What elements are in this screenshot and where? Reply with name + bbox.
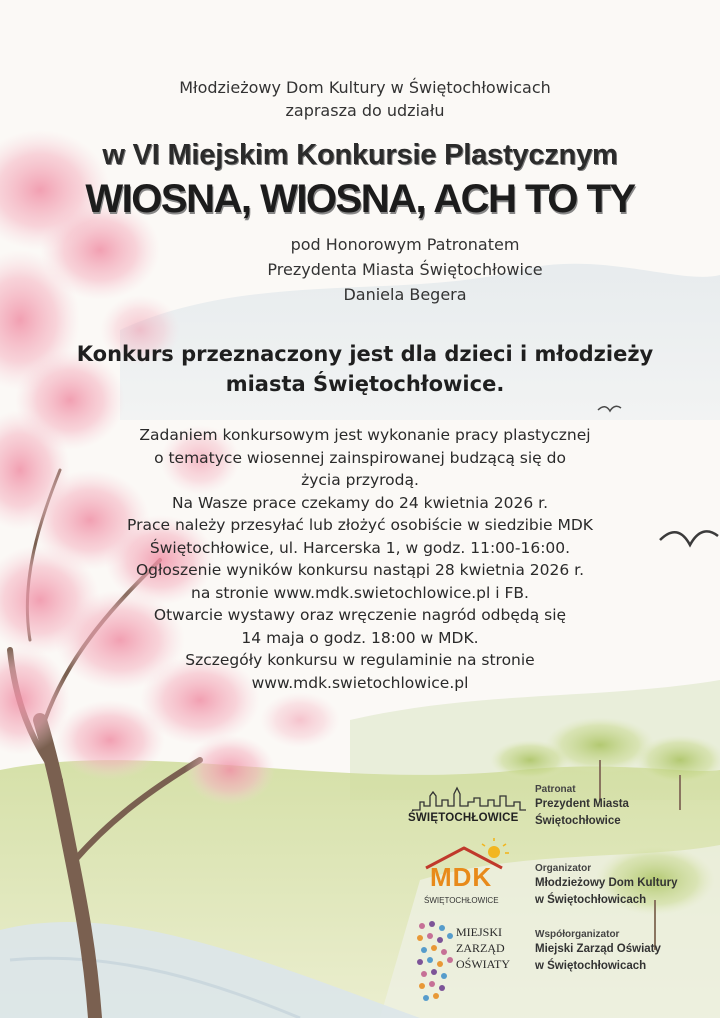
mzo-logo-text — [456, 924, 510, 972]
mzo-dotted-pattern-icon — [414, 918, 458, 1008]
details-line: Otwarcie wystawy oraz wręczenie nagród odbędą się — [153, 606, 567, 624]
details-line: Prace należy przesyłać lub złożyć osobiście w siedzibie MDK — [127, 516, 593, 534]
details-line: Zadaniem konkursowym jest wykonanie pracy plastycznej — [139, 426, 591, 444]
sponsor-name: w Świętochłowicach — [535, 894, 647, 906]
target-line-2: miasta Świętochłowice. — [225, 372, 505, 396]
patronage-block — [0, 232, 720, 307]
target-line-1: Konkurs przeznaczony jest dla dzieci i młodzieży — [76, 342, 654, 366]
patronage-line-3: Daniela Begera — [343, 285, 467, 304]
sponsor-name: Świętochłowice — [535, 815, 621, 827]
sponsor-name: Młodzieżowy Dom Kultury — [535, 877, 678, 889]
sponsor-role: Organizator — [535, 863, 592, 874]
patronage-line-2: Prezydenta Miasta Świętochłowice — [267, 260, 543, 279]
details-line: życia przyrodą. — [301, 471, 419, 489]
sponsor-co-organizer — [535, 928, 661, 975]
city-skyline-icon — [410, 784, 528, 812]
details-line: Szczegóły konkursu w regulaminie na stronie — [185, 651, 535, 669]
sponsor-role: Patronat — [535, 784, 576, 795]
details-line: 14 maja o godz. 18:00 w MDK. — [241, 628, 479, 647]
sponsor-organizer — [535, 862, 677, 909]
sponsor-name: Prezydent Miasta — [535, 798, 629, 810]
details-line: na stronie www.mdk.swietochlowice.pl i FB. — [191, 583, 529, 602]
details-line: Na Wasze prace czekamy do 24 kwietnia 2026 r. — [171, 493, 549, 512]
contest-details — [0, 424, 720, 694]
sponsor-patron — [535, 783, 629, 830]
details-line: www.mdk.swietochlowice.pl — [251, 673, 469, 692]
target-audience — [0, 339, 720, 399]
mzo-logo-line: OŚWIATY — [456, 957, 510, 971]
sponsor-name: w Świętochłowicach — [535, 960, 647, 972]
contest-name: w VI Miejskim Konkursie Plastycznym — [102, 139, 618, 171]
sponsor-name: Miejski Zarząd Oświaty — [535, 943, 661, 955]
details-line: Świętochłowice, ul. Harcerska 1, w godz. 11:00-16:00. — [149, 538, 571, 557]
details-line: o tematyce wiosennej zainspirowanej budzącą się do — [154, 448, 566, 467]
contest-title: WIOSNA, WIOSNA, ACH TO TY — [85, 177, 635, 221]
mzo-logo-line: ZARZĄD — [456, 941, 505, 955]
organizer-line: Młodzieżowy Dom Kultury w Świętochłowicach — [179, 78, 551, 97]
intro-block — [0, 76, 720, 122]
details-line: Ogłoszenie wyników konkursu nastąpi 28 kwietnia 2026 r. — [135, 561, 585, 579]
invite-line: zaprasza do udziału — [285, 101, 445, 120]
patronage-line-1: pod Honorowym Patronatem — [290, 235, 520, 254]
mdk-logo-text: ŚWIĘTOCHŁOWICE — [424, 896, 499, 905]
mzo-logo-line: MIEJSKI — [456, 925, 503, 939]
mdk-logo-mark: MDK — [430, 862, 493, 892]
city-logo-text: ŚWIĘTOCHŁOWICE — [408, 812, 519, 824]
sponsor-role: Współorganizator — [535, 929, 620, 940]
